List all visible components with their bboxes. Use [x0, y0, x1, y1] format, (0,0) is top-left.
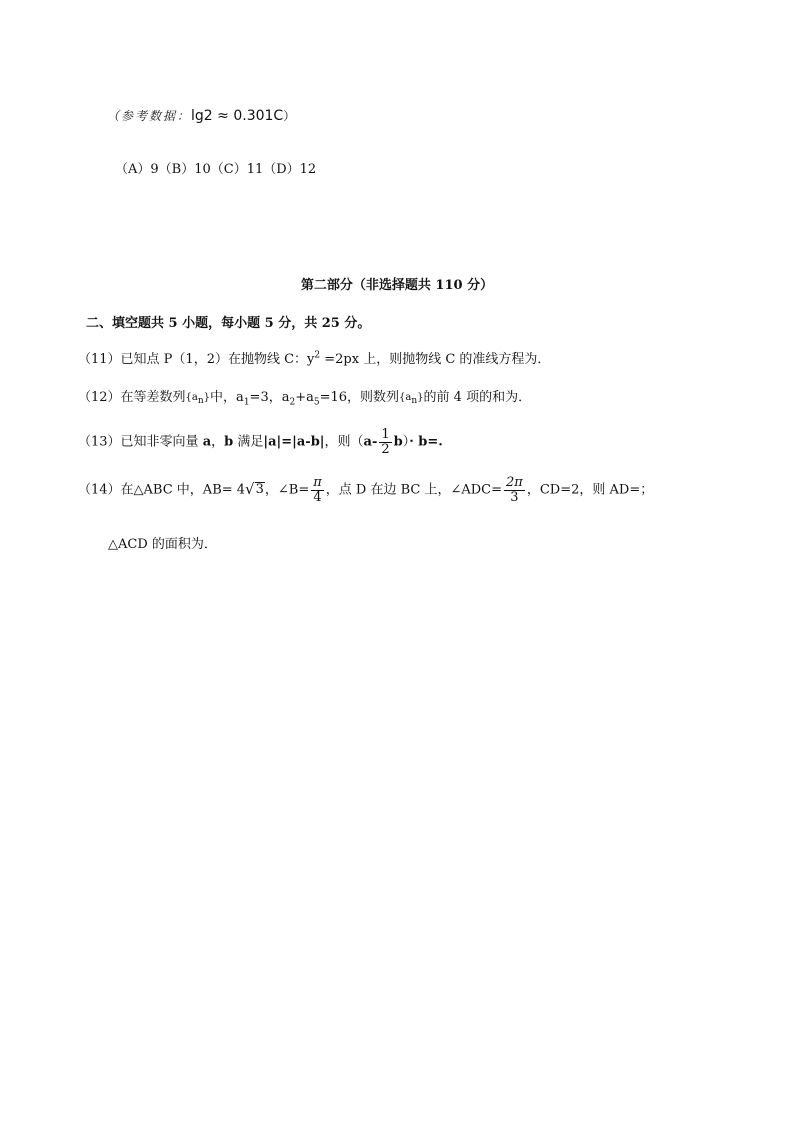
q12-seq1-sub: n	[197, 396, 204, 406]
q13-lead: （13）已知非零向量	[78, 434, 203, 450]
q12-part3: =3，a	[249, 390, 290, 405]
q13-cond-lead: 满足	[233, 434, 264, 450]
q14-fraction-2	[504, 476, 525, 504]
q12-sub2: 2	[289, 397, 296, 408]
q14-frac1-numerator: π	[313, 475, 322, 490]
q13-close: ）	[402, 434, 410, 450]
q12-part6: 的前 4 项的和为．	[423, 390, 532, 405]
section-heading: 二、填空题共 5 小题，每小题 5 分，共 25 分。	[86, 316, 371, 331]
q12-seq2-open: {a	[399, 392, 412, 403]
reference-formula: lg2 ≈ 0.301C	[191, 108, 284, 124]
sqrt-icon: √	[245, 479, 255, 498]
q12-seq2-sub: n	[411, 396, 418, 406]
q13-vector-b2: b	[393, 434, 403, 450]
q12-seq2-close: }	[417, 392, 424, 403]
question-11	[78, 348, 550, 367]
q12-sequence-1	[185, 392, 211, 406]
q14-sqrt	[245, 480, 265, 498]
q12-part2: 中，a	[210, 390, 244, 405]
q12-sub3: 5	[313, 397, 320, 408]
q13-frac-numerator: 1	[381, 427, 390, 442]
q11-exponent: 2	[314, 350, 321, 361]
q13-a-minus: a-	[363, 434, 378, 450]
question-12	[78, 386, 531, 408]
q11-tail: =2px 上，则抛物线 C 的准线方程为．	[320, 352, 551, 367]
q13-condition: |a|=|a-b|	[263, 434, 325, 450]
q13-frac-denominator: 2	[381, 441, 390, 457]
q14-tail: ，CD=2，则 AD=；	[526, 482, 654, 498]
q14-frac2-denominator: 3	[510, 489, 519, 505]
q12-sequence-2	[399, 392, 424, 406]
q12-part5: =16，则数列	[319, 390, 400, 405]
q13-fraction	[379, 428, 391, 456]
q12-seq1-close: }	[203, 392, 211, 403]
reference-label: （参考数据：	[107, 109, 192, 123]
q14-sqrt-arg: 3	[255, 482, 264, 498]
q11-lead: （11）已知点 P（1，2）在抛物线 C：y	[78, 352, 315, 367]
answer-options: （A）9（B）10（C）11（D）12	[115, 162, 317, 177]
q14-frac2-numerator: 2π	[506, 475, 523, 490]
question-14-line-2: △ACD 的面积为．	[108, 537, 217, 552]
question-14	[78, 476, 653, 504]
q14-mid: ，点 D 在边 BC 上，∠ADC=	[325, 482, 503, 498]
q12-part1: （12）在等差数列	[78, 390, 186, 405]
q12-seq1-open: {a	[185, 392, 198, 403]
q14-fraction-1	[311, 476, 324, 504]
q14-lead: （14）在△ABC 中，AB= 4	[78, 482, 246, 498]
q13-vector-a: a	[202, 434, 212, 450]
q14-frac1-denominator: 4	[313, 489, 322, 505]
question-13	[78, 428, 443, 456]
q13-dot-b: · b=.	[409, 434, 443, 450]
reference-data	[107, 107, 295, 124]
part-title: 第二部分（非选择题共 110 分）	[300, 278, 494, 293]
q14-b-label: ，∠B=	[264, 482, 310, 498]
q13-mid: ，则（	[324, 434, 364, 450]
q12-sub1: 1	[243, 397, 250, 408]
q13-vector-b: b	[224, 434, 234, 450]
q12-part4: +a	[295, 390, 314, 405]
reference-close: ）	[283, 109, 296, 123]
q13-comma: ，	[211, 434, 225, 450]
